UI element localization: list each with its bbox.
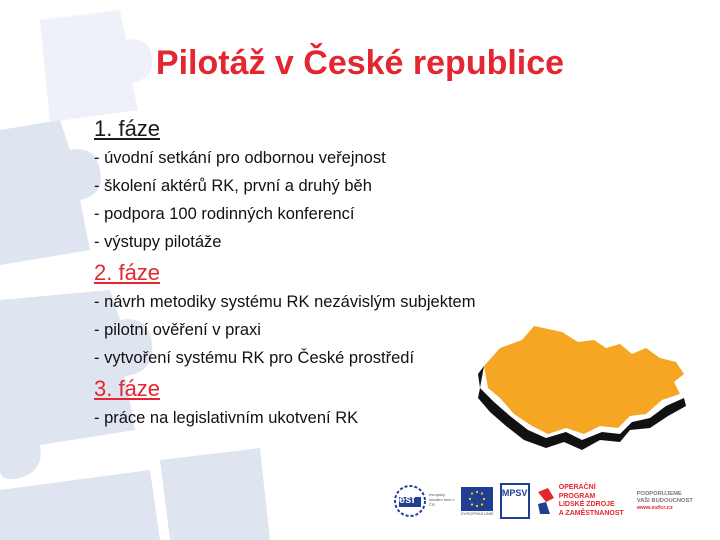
op-logo <box>536 484 631 518</box>
op-mark-icon <box>536 486 556 516</box>
list-item: - návrh metodiky systému RK nezávislým subjektem <box>94 293 476 311</box>
eu-logo <box>461 487 494 516</box>
esf-text: esf <box>399 494 415 506</box>
esf-logo <box>393 482 455 520</box>
support-text <box>637 491 707 512</box>
support-line-1: PODPORUJEME <box>636 490 682 497</box>
list-item: - vytvoření systému RK pro České prostředí <box>94 349 415 367</box>
list-item: - úvodní setkání pro odbornou veřejnost <box>94 149 386 167</box>
op-text <box>559 484 631 518</box>
sponsor-logos <box>393 480 713 522</box>
page-title: Pilotáž v České republice <box>155 44 565 82</box>
czech-map-image <box>470 318 690 458</box>
eu-caption: EVROPSKÁ UNIE <box>461 510 494 516</box>
list-item: - školení aktérů RK, první a druhý běh <box>94 177 372 195</box>
op-line-1: OPERAČNÍ PROGRAM <box>558 484 596 500</box>
list-item: - podpora 100 rodinných konferencí <box>94 205 355 223</box>
support-url: www.esfcr.cz <box>636 504 673 511</box>
list-item: - pilotní ověření v praxi <box>94 321 261 339</box>
mpsv-logo: MPSV <box>500 483 530 519</box>
phase-3-heading: 3. fáze <box>94 376 161 401</box>
list-item: - výstupy pilotáže <box>94 233 222 251</box>
phase-2-heading: 2. fáze <box>94 260 161 285</box>
op-line-2: LIDSKÉ ZDROJE <box>558 501 615 508</box>
support-line-2: VAŠI BUDOUCNOST <box>636 497 693 504</box>
phase-list <box>94 110 534 436</box>
phase-1-heading: 1. fáze <box>94 116 161 141</box>
list-item: - práce na legislativním ukotvení RK <box>94 409 359 427</box>
op-line-3: A ZAMĚSTNANOST <box>558 509 624 517</box>
eu-flag-icon <box>461 487 493 511</box>
esf-caption: evropský sociální fond v ČR <box>429 492 455 507</box>
